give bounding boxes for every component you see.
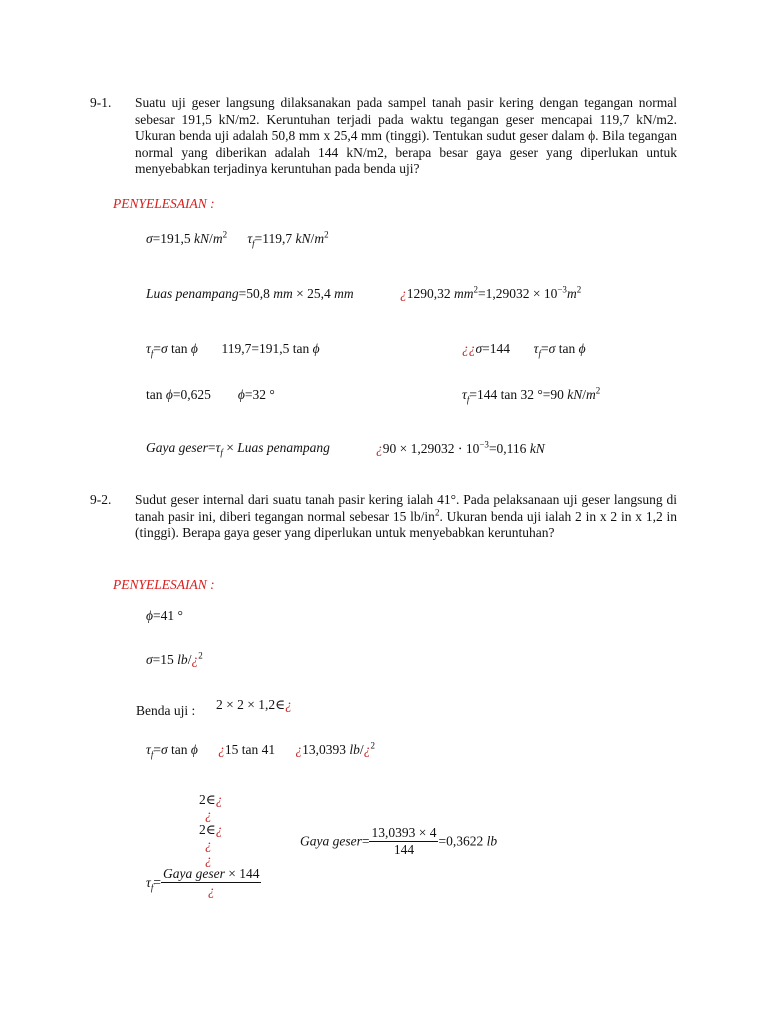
equation-benda-uji: 2 × 2 × 1,2∈¿: [216, 697, 292, 712]
garbled-line-5: ¿: [205, 852, 212, 867]
equation-tau-15: $\tau_f=\sigma$ tan ϕ ¿15 tan 41 ¿13,0393 lb/¿$^2$: [146, 740, 375, 760]
equation-gaya-geser-fraction: Gaya geser= $\frac{13,0393 \times 4}{144}$ =0,3622 lb: [300, 825, 498, 857]
problem-number-9-1: 9-1.: [90, 95, 112, 110]
equation-tau-result: $\tau_f=144$ tan 32 °=90 $kN/m^2$: [462, 385, 601, 405]
equation-sigma-tau: σ=191,5 $kN/m^2$ $\tau_f=119,7$ $kN/m^2$: [146, 229, 329, 249]
equation-gaya-geser-result: ¿$90 \times 1,29032 \cdot 10^{-3}=0,116$ kN: [376, 439, 545, 456]
equation-sigma-15: σ=15 lb/¿$^2$: [146, 650, 203, 667]
benda-uji-label: Benda uji :: [136, 703, 196, 718]
problem-number-9-2: 9-2.: [90, 492, 112, 507]
garbled-line-3: 2∈¿: [199, 822, 223, 837]
equation-luas-penampang: Luas penampang=50,8 mm × 25,4 mm: [146, 286, 354, 301]
equation-gaya-geser: Gaya $geser=\tau_f$ × Luas penampang: [146, 440, 330, 458]
solution-heading-9-2: PENYELESAIAN :: [113, 577, 215, 592]
equation-tau-formula: $\tau_f=\sigma$ tan ϕ 119,7=191,5 tan ϕ: [146, 341, 320, 359]
equation-sigma-144: ¿¿σ=144 $\tau_f=\sigma$ tan ϕ: [462, 341, 586, 359]
equation-luas-result: ¿1290,32 $mm^2=1,29032 \times 10^{-3}m^2$: [400, 284, 582, 301]
garbled-line-1: 2∈¿: [199, 792, 223, 807]
problem-text-9-2: Sudut geser internal dari suatu tanah pasir kering ialah 41°. Pada pelaksanaan uji geser langsung di tanah pasir ini, diberi tegangan normal sebesar 15 $lb/in^2$. Ukuran benda uji ialah 2 in x 2 in x 1,2 in (tinggi). Berapa gaya geser yang diperlukan untuk menyebabkan keruntuhan?: [135, 492, 677, 541]
equation-tan-phi: tan ϕ=0,625 ϕ=32 °: [146, 387, 275, 402]
garbled-line-4: ¿: [205, 837, 212, 852]
equation-tau-fraction: $\tau_f=$ $\frac{\text{Gaya geser × 144}}{¿}$: [146, 866, 260, 898]
equation-phi-41: ϕ=41 °: [146, 608, 183, 623]
garbled-line-2: ¿: [205, 807, 212, 822]
problem-text-9-1: Suatu uji geser langsung dilaksanakan pada sampel tanah pasir kering dengan tegangan normal sebesar 191,5 kN/m2. Keruntuhan terjadi pada waktu tegangan geser mencapai 119,7 kN/m2. Ukuran benda uji adalah 50,8 mm x 25,4 mm (tinggi). Tentukan sudut geser dalam ϕ. Bila tegangan normal yang diberikan adalah 144 kN/m2, berapa besar gaya geser yang diperlukan untuk menyebabkan terjadinya keruntuhan pada benda uji?: [135, 95, 677, 177]
solution-heading-9-1: PENYELESAIAN :: [113, 196, 215, 211]
